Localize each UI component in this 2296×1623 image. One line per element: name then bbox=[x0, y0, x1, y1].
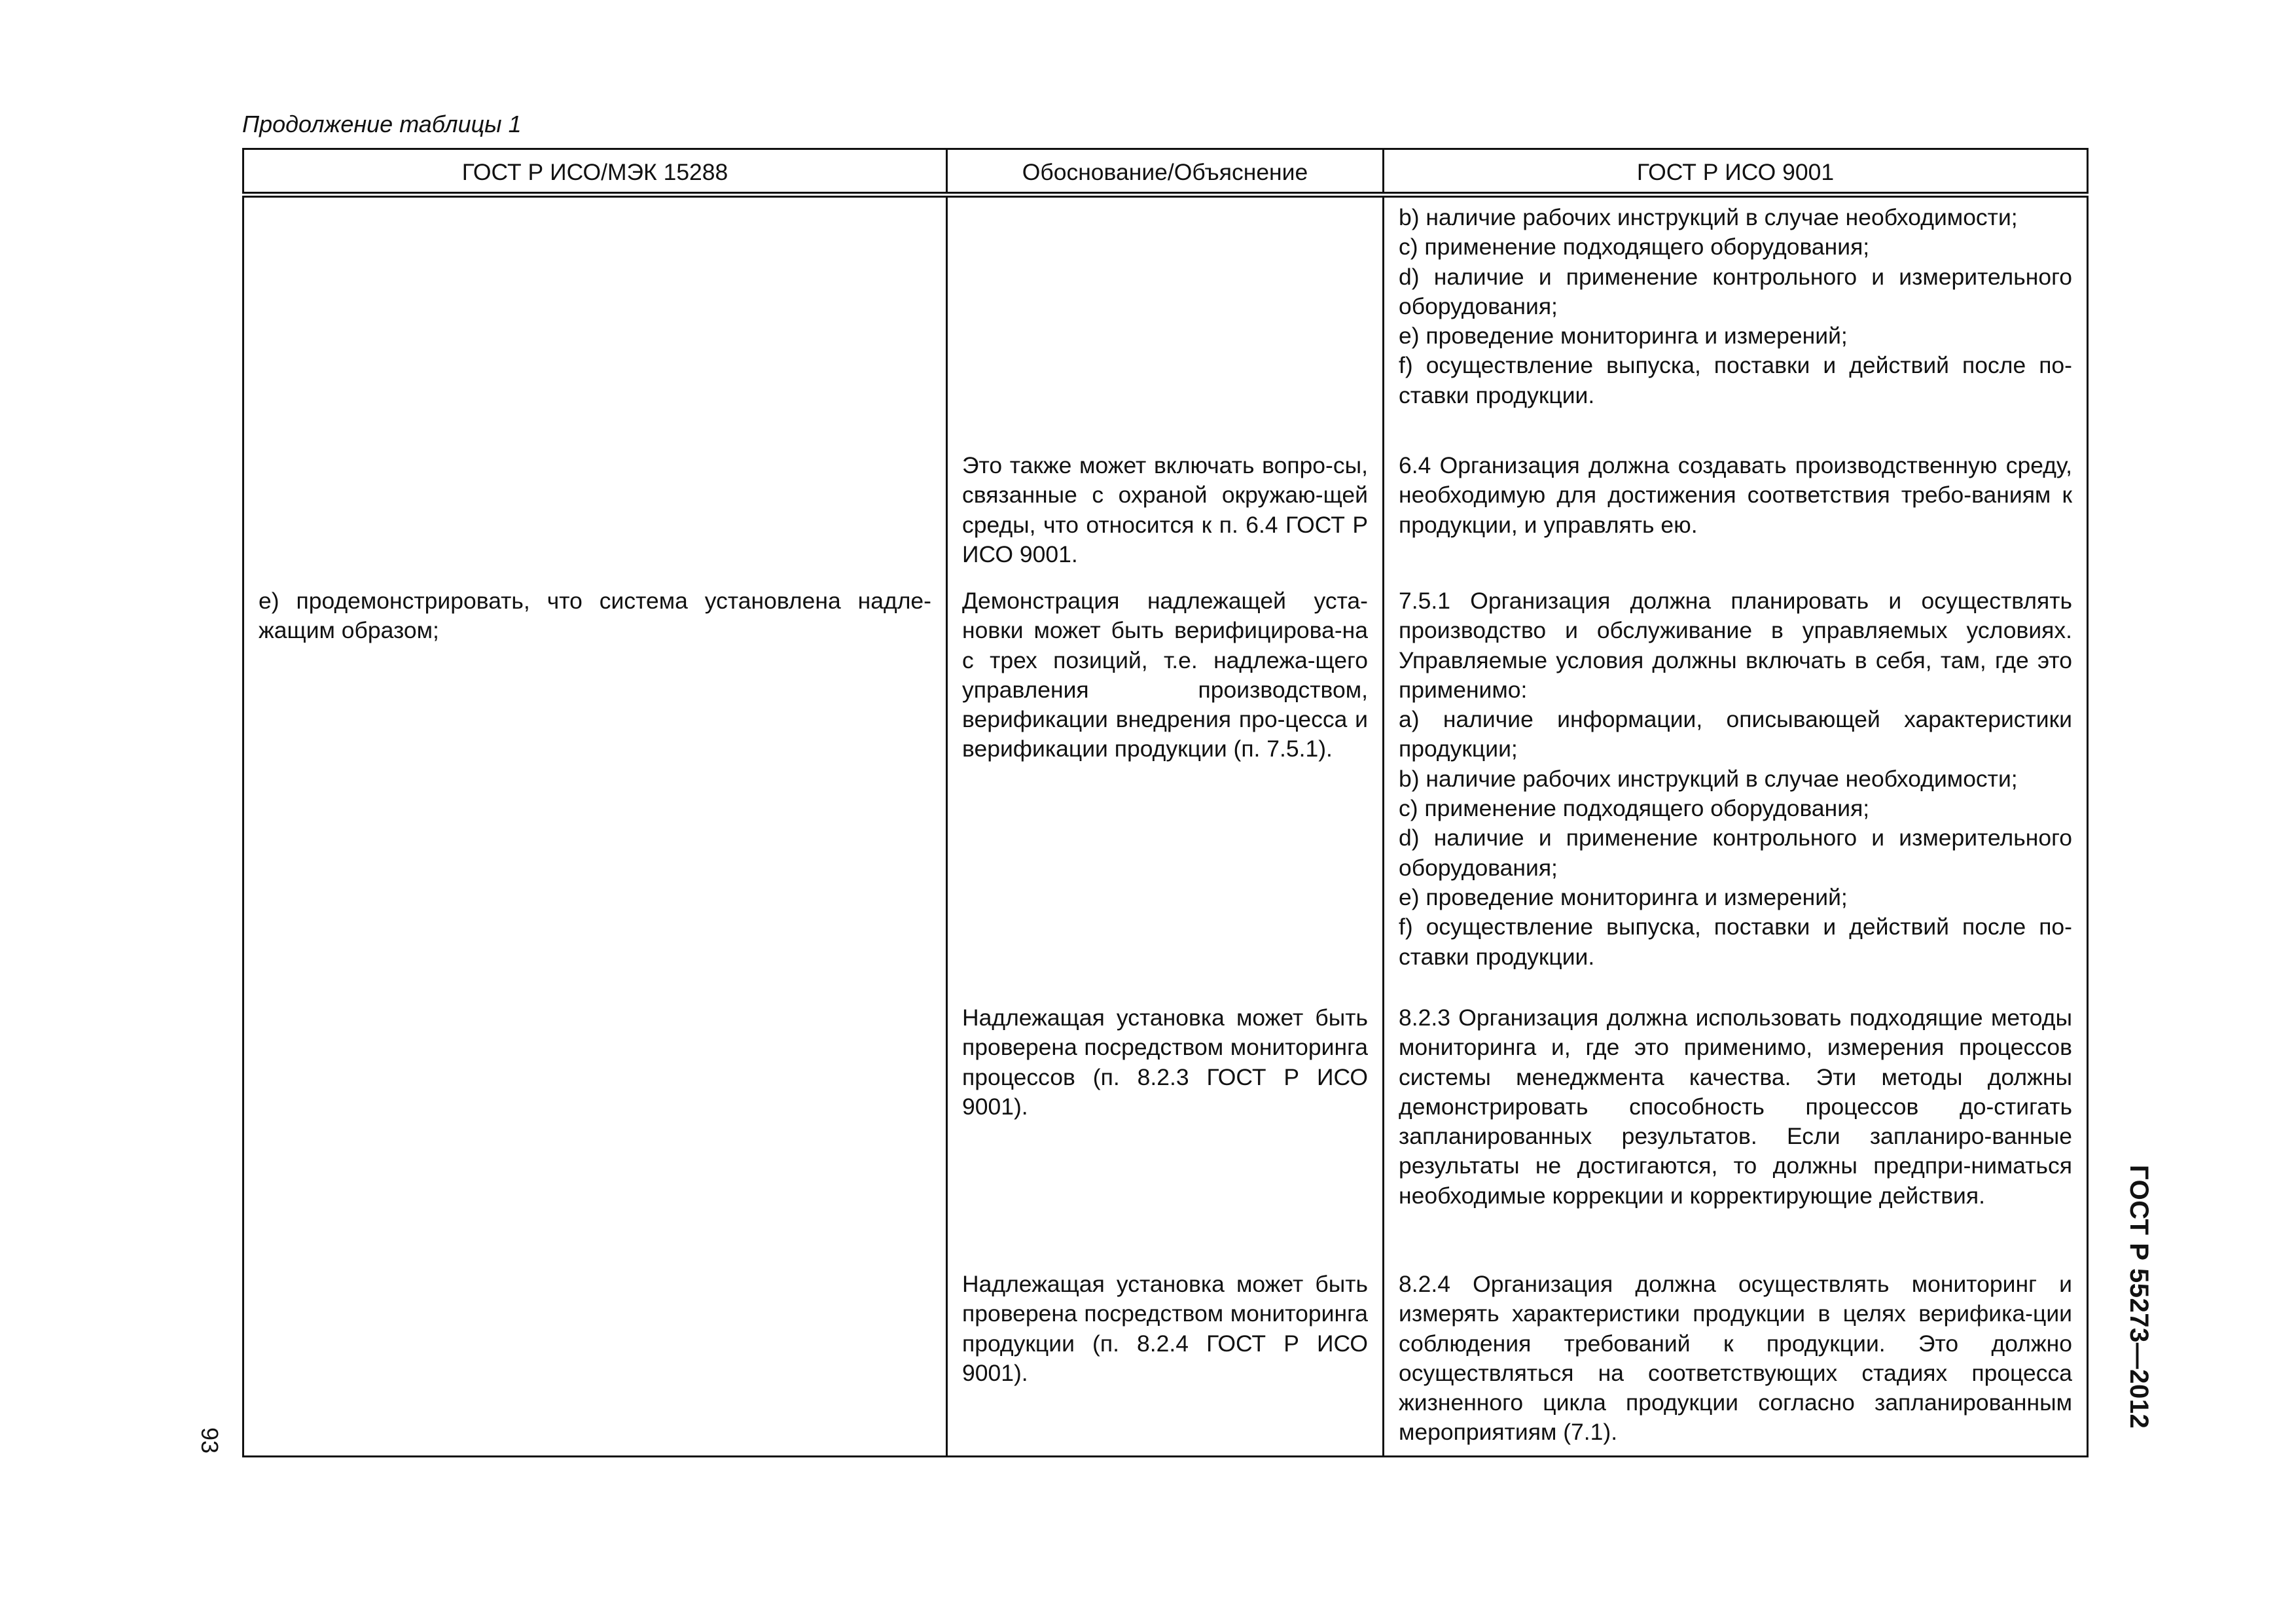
cell-iso9001-clause: 6.4 Организация должна создавать производственную среду, необходимую для достижения соответствия требо-ваниям к продукции, и управлять ею. bbox=[1384, 451, 2088, 586]
cell-iso9001-clause: 8.2.4 Организация должна осуществлять мониторинг и измерять характеристики продукции в целях верифика-ции соблюдения требований к продукции. Это должно осуществляться на соответствующих стадиях процесса жизненного цикла продукции согласно запланированным мероприятиям (7.1). bbox=[1384, 1270, 2088, 1456]
table-row bbox=[243, 451, 2088, 586]
cell-iso9001-clause: b) наличие рабочих инструкций в случае необходимости; c) применение подходящего оборудования; d) наличие и применение контрольного и измерительного оборудования; e) проведение мониторинга и измерений; f) осуществление выпуска, поставки и действий после по-ставки продукции. bbox=[1384, 195, 2088, 452]
cell-justification: Надлежащая установка может быть проверена посредством мониторинга процессов (п. 8.2.3 ГОСТ Р ИСО 9001). bbox=[947, 1003, 1384, 1270]
cell-iso9001-clause: 8.2.3 Организация должна использовать подходящие методы мониторинга и, где это применимо, измерения процессов системы менеджмента качества. Эти методы должны демонстрировать способность процессов до-стигать запланированных результатов. Если запланиро-ванные результаты не достигаются, то должны предпри-ниматься необходимые коррекции и корректирующие действия. bbox=[1384, 1003, 2088, 1270]
cell-justification: Надлежащая установка может быть проверена посредством мониторинга продукции (п. 8.2.4 ГОСТ Р ИСО 9001). bbox=[947, 1270, 1384, 1456]
cell-justification: Демонстрация надлежащей уста-новки может быть верифицирова-на с трех позиций, т.е. надлежа-щего управления производством, верификации внедрения про-цесса и верификации продукции (п. 7.5.1). bbox=[947, 586, 1384, 1003]
header-gost-iso-iec-15288: ГОСТ Р ИСО/МЭК 15288 bbox=[243, 149, 947, 195]
cell-requirement bbox=[243, 1003, 947, 1270]
comparison-table bbox=[242, 148, 2089, 1457]
page-number: 93 bbox=[196, 1427, 224, 1454]
cell-requirement bbox=[243, 451, 947, 586]
table-row bbox=[243, 195, 2088, 452]
cell-iso9001-clause: 7.5.1 Организация должна планировать и осуществлять производство и обслуживание в управляемых условиях. Управляемые условия должны включать в себя, там, где это применимо: a) наличие информации, описывающей характеристики продукции; b) наличие рабочих инструкций в случае необходимости; c) применение подходящего оборудования; d) наличие и применение контрольного и измерительного оборудования; e) проведение мониторинга и измерений; f) осуществление выпуска, поставки и действий после по-ставки продукции. bbox=[1384, 586, 2088, 1003]
cell-requirement bbox=[243, 195, 947, 452]
header-gost-iso-9001: ГОСТ Р ИСО 9001 bbox=[1384, 149, 2088, 195]
table-row bbox=[243, 586, 2088, 1003]
cell-justification bbox=[947, 195, 1384, 452]
table-caption: Продолжение таблицы 1 bbox=[242, 111, 522, 137]
cell-justification: Это также может включать вопро-сы, связанные с охраной окружаю-щей среды, что относится к п. 6.4 ГОСТ Р ИСО 9001. bbox=[947, 451, 1384, 586]
table-row bbox=[243, 1270, 2088, 1456]
cell-requirement: е) продемонстрировать, что система установлена надле-жащим образом; bbox=[243, 586, 947, 1003]
table-row bbox=[243, 1003, 2088, 1270]
header-justification: Обоснование/Объяснение bbox=[947, 149, 1384, 195]
cell-requirement bbox=[243, 1270, 947, 1456]
table-header-row bbox=[243, 149, 2088, 195]
standard-designation: ГОСТ Р 55273—2012 bbox=[2125, 1165, 2153, 1429]
